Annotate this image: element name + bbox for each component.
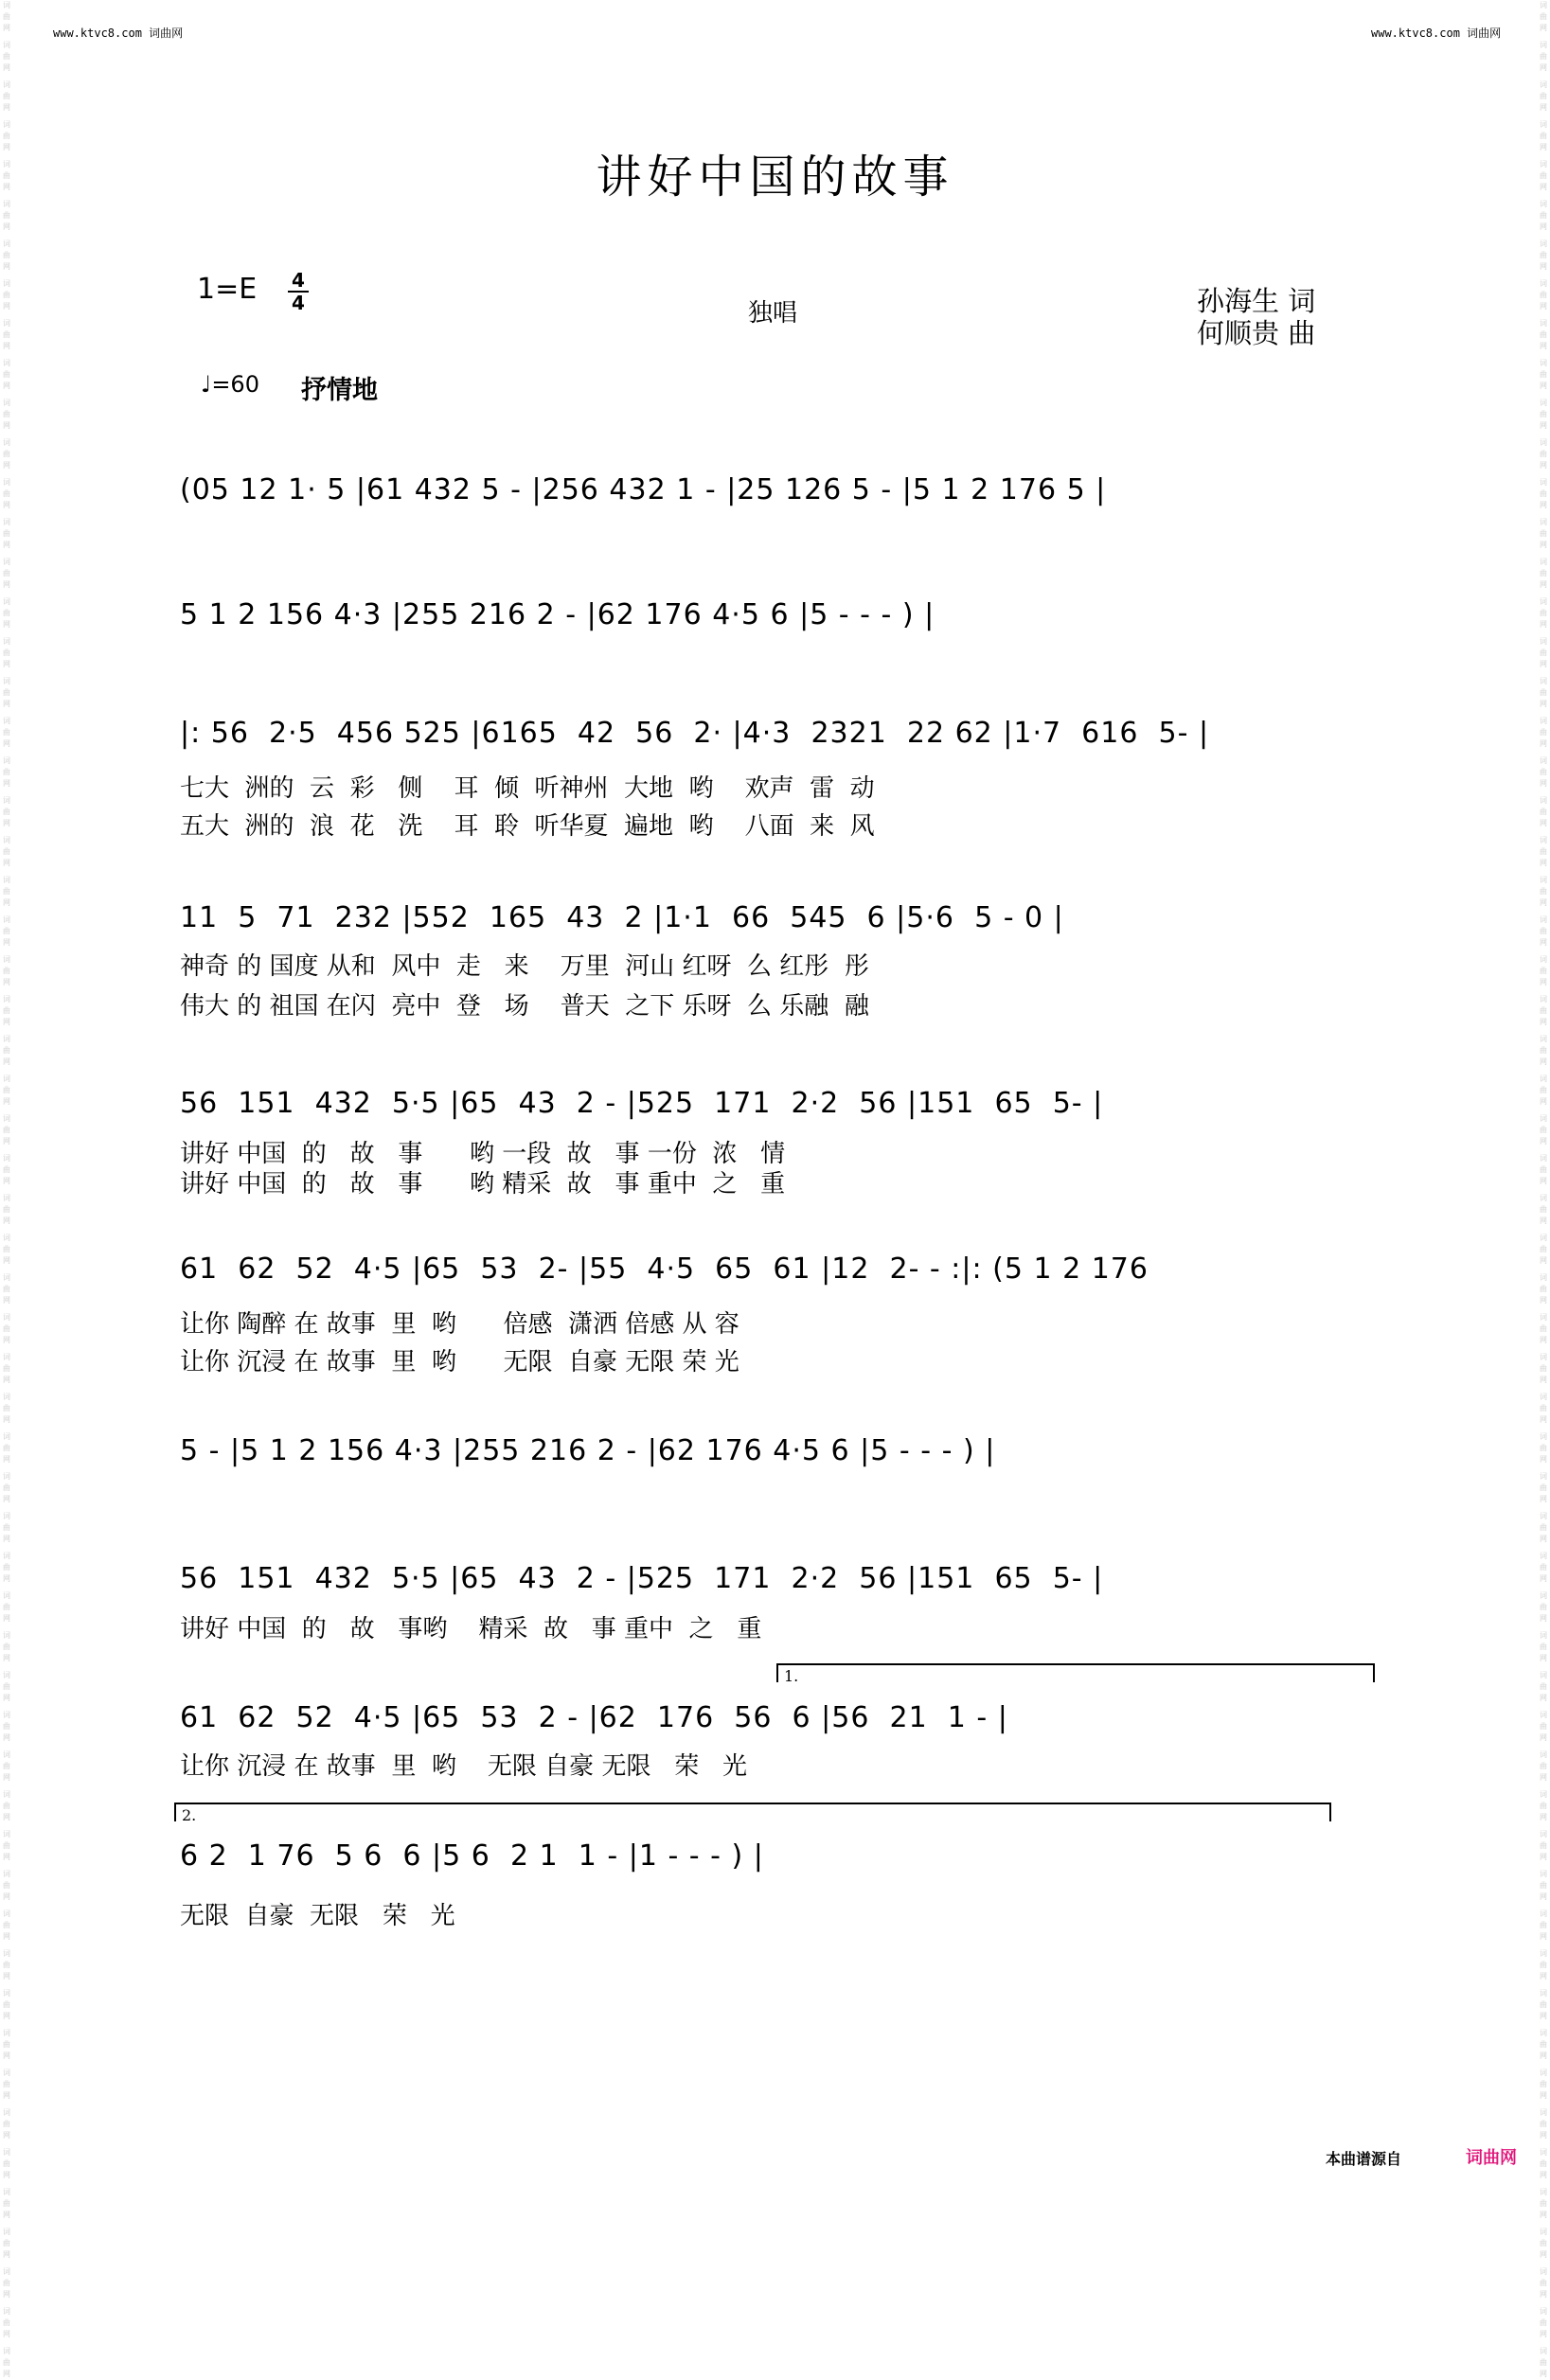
watermark-text: 词曲网 [3,2228,10,2259]
watermark-text: 词曲网 [1540,1591,1547,1623]
lyrics-verse-2: 伟大 的 祖国 在闪 亮中 登 场 普天 之下 乐呀 么 乐融 融 [180,992,869,1021]
watermark-text: 词曲网 [3,438,10,470]
header-left: www.ktvc8.com 词曲网 [53,27,184,40]
watermark-text: 词曲网 [1540,1035,1547,1066]
watermark-text: 词曲网 [3,399,10,430]
watermark-text: 词曲网 [3,1512,10,1543]
watermark-text: 词曲网 [3,1075,10,1106]
notation-line: 5 - |5 1 2 156 4·3 |255 216 2 - |62 176 4·5 6 |5 - - - ) | [180,1434,996,1467]
song-title: 讲好中国的故事 [596,151,954,204]
watermark-text: 词曲网 [1540,1472,1547,1503]
watermark-text: 词曲网 [1540,677,1547,708]
score-system-7 [180,1434,1379,1557]
header-right: www.ktvc8.com 词曲网 [1371,27,1502,40]
watermark-text: 词曲网 [1540,1194,1547,1225]
watermark-text: 词曲网 [1540,1870,1547,1901]
watermark-text: 词曲网 [1540,1909,1547,1941]
watermark-text: 词曲网 [1540,160,1547,191]
watermark-text: 词曲网 [3,1432,10,1464]
watermark-text: 词曲网 [3,319,10,350]
lyrics-verse-1: 让你 陶醉 在 故事 里 哟 倍感 潇洒 倍感 从 容 [180,1310,739,1339]
watermark-text: 词曲网 [1540,80,1547,112]
watermark-text: 词曲网 [3,1631,10,1662]
watermark-text: 词曲网 [1540,756,1547,788]
watermark-text: 词曲网 [3,637,10,668]
watermark-text: 词曲网 [1540,1949,1547,1980]
watermark-text: 词曲网 [1540,915,1547,947]
watermark-text: 词曲网 [3,1353,10,1384]
watermark-text: 词曲网 [1540,597,1547,629]
watermark-text: 词曲网 [3,1,10,32]
watermark-text: 词曲网 [3,1472,10,1503]
watermark-text: 词曲网 [1540,717,1547,748]
watermark-text: 词曲网 [1540,2267,1547,2299]
watermark-text: 词曲网 [1540,41,1547,72]
watermark-text: 词曲网 [1540,1989,1547,2020]
watermark-text: 词曲网 [3,1035,10,1066]
watermark-text: 词曲网 [3,2347,10,2378]
watermark-text: 词曲网 [3,240,10,271]
lyricist-credit: 孙海生 词 [1197,285,1316,317]
watermark-text: 词曲网 [1540,2228,1547,2259]
watermark-text: 词曲网 [3,2108,10,2140]
notation-line: 5 1 2 156 4·3 |255 216 2 - |62 176 4·5 6 |5 - - - ) | [180,598,935,631]
watermark-text: 词曲网 [1540,955,1547,986]
watermark-text: 词曲网 [1540,1711,1547,1742]
score-system-1 [180,473,1379,596]
watermark-text: 词曲网 [1540,1,1547,32]
watermark-text: 词曲网 [3,1591,10,1623]
watermark-text: 词曲网 [3,1671,10,1702]
lyrics-verse-1: 神奇 的 国度 从和 风中 走 来 万里 河山 红呀 么 红彤 彤 [180,952,869,981]
watermark-text: 词曲网 [1540,1234,1547,1265]
watermark-text: 词曲网 [1540,995,1547,1026]
watermark-text: 词曲网 [1540,1075,1547,1106]
watermark-text: 词曲网 [1540,2148,1547,2179]
watermark-text: 词曲网 [3,558,10,589]
lyrics-verse-1: 讲好 中国 的 故 事 哟 一段 故 事 一份 浓 情 [180,1140,786,1168]
watermark-text: 词曲网 [3,955,10,986]
volta-bracket-second [174,1803,1331,1824]
notation-line: 61 62 52 4·5 |65 53 2- |55 4·5 65 61 |12 2- - :|: (5 1 2 176 [180,1252,1149,1286]
volta-label-second: 2. [182,1806,197,1824]
watermark-text: 词曲网 [3,1393,10,1424]
watermark-text: 词曲网 [1540,1114,1547,1146]
composer-credit: 何顺贵 曲 [1197,317,1316,349]
watermark-text: 词曲网 [1540,120,1547,151]
watermark-text: 词曲网 [3,836,10,867]
watermark-text: 词曲网 [3,756,10,788]
watermark-text: 词曲网 [3,41,10,72]
watermark-text: 词曲网 [1540,1750,1547,1782]
watermark-text: 词曲网 [3,597,10,629]
score-system-2 [180,598,1379,721]
watermark-text: 词曲网 [3,1273,10,1305]
lyrics-verse-1: 七大 洲的 云 彩 侧 耳 倾 听神州 大地 哟 欢声 雷 动 [180,774,875,803]
watermark-text: 词曲网 [3,915,10,947]
watermark-text: 词曲网 [1540,876,1547,907]
watermark-text: 词曲网 [3,1870,10,1901]
watermark-text: 词曲网 [3,1313,10,1344]
watermark-text: 词曲网 [1540,2307,1547,2338]
watermark-text: 词曲网 [3,2029,10,2060]
watermark-strip-left [0,0,13,2378]
watermark-text: 词曲网 [1540,1512,1547,1543]
notation-line: (05 12 1· 5 |61 432 5 - |256 432 1 - |25 126 5 - |5 1 2 176 5 | [180,473,1107,506]
watermark-text: 词曲网 [3,1989,10,2020]
watermark-text: 词曲网 [3,1552,10,1583]
watermark-text: 词曲网 [1540,796,1547,827]
watermark-text: 词曲网 [3,1234,10,1265]
notation-line: |: 56 2·5 456 525 |6165 42 56 2· |4·3 2321 22 62 |1·7 616 5- | [180,717,1210,750]
score-system-3 [180,717,1379,840]
watermark-text: 词曲网 [1540,1432,1547,1464]
watermark-text: 词曲网 [3,796,10,827]
footer-brand-link[interactable]: 词曲网 [1466,2148,1517,2168]
watermark-text: 词曲网 [3,2148,10,2179]
watermark-text: 词曲网 [3,478,10,509]
watermark-text: 词曲网 [3,2069,10,2100]
watermark-text: 词曲网 [3,200,10,231]
volta-bracket-first [776,1663,1375,1685]
score-system-5 [180,1087,1379,1210]
watermark-text: 词曲网 [1540,279,1547,311]
watermark-text: 词曲网 [1540,478,1547,509]
watermark-text: 词曲网 [3,279,10,311]
watermark-text: 词曲网 [3,1711,10,1742]
watermark-text: 词曲网 [3,518,10,549]
watermark-text: 词曲网 [3,1909,10,1941]
watermark-text: 词曲网 [3,677,10,708]
score-system-6 [180,1252,1379,1376]
watermark-text: 词曲网 [3,1750,10,1782]
notation-line: 56 151 432 5·5 |65 43 2 - |525 171 2·2 56 |151 65 5- | [180,1562,1104,1595]
watermark-text: 词曲网 [3,2188,10,2219]
watermark-text: 词曲网 [1540,438,1547,470]
notation-line: 11 5 71 232 |552 165 43 2 |1·1 66 545 6 |5·6 5 - 0 | [180,901,1064,934]
watermark-text: 词曲网 [3,995,10,1026]
notation-line: 61 62 52 4·5 |65 53 2 - |62 176 56 6 |56 21 1 - | [180,1701,1008,1734]
watermark-text: 词曲网 [3,80,10,112]
watermark-text: 词曲网 [1540,637,1547,668]
watermark-text: 词曲网 [1540,2108,1547,2140]
time-signature-bottom: 4 [292,292,305,314]
watermark-text: 词曲网 [1540,399,1547,430]
watermark-text: 词曲网 [1540,1393,1547,1424]
watermark-text: 词曲网 [3,1154,10,1185]
expression-marking: 抒情地 [301,376,378,405]
watermark-text: 词曲网 [3,1114,10,1146]
watermark-text: 词曲网 [1540,200,1547,231]
watermark-text: 词曲网 [3,1790,10,1821]
watermark-text: 词曲网 [1540,2347,1547,2378]
watermark-text: 词曲网 [1540,1671,1547,1702]
watermark-text: 词曲网 [1540,1313,1547,1344]
watermark-text: 词曲网 [1540,1830,1547,1861]
performance-type: 独唱 [748,299,798,328]
watermark-text: 词曲网 [1540,1631,1547,1662]
watermark-text: 词曲网 [3,717,10,748]
watermark-text: 词曲网 [1540,359,1547,390]
watermark-text: 词曲网 [1540,1552,1547,1583]
lyrics-verse-1: 无限 自豪 无限 荣 光 [180,1902,455,1930]
watermark-text: 词曲网 [1540,2029,1547,2060]
watermark-text: 词曲网 [1540,558,1547,589]
time-signature-top: 4 [292,269,305,292]
lyrics-verse-2: 讲好 中国 的 故 事 哟 精采 故 事 重中 之 重 [180,1170,786,1199]
watermark-strip-right [1537,0,1550,2378]
notation-line: 56 151 432 5·5 |65 43 2 - |525 171 2·2 56 |151 65 5- | [180,1087,1104,1120]
watermark-text: 词曲网 [1540,1154,1547,1185]
watermark-text: 词曲网 [1540,2069,1547,2100]
lyrics-verse-1: 让你 沉浸 在 故事 里 哟 无限 自豪 无限 荣 光 [180,1752,748,1781]
watermark-text: 词曲网 [1540,1790,1547,1821]
watermark-text: 词曲网 [1540,2188,1547,2219]
watermark-text: 词曲网 [3,1949,10,1980]
watermark-text: 词曲网 [3,120,10,151]
notation-line: 6 2 1 76 5 6 6 |5 6 2 1 1 - |1 - - - ) | [180,1839,764,1873]
watermark-text: 词曲网 [3,876,10,907]
watermark-text: 词曲网 [1540,240,1547,271]
watermark-text: 词曲网 [1540,836,1547,867]
score-system-4 [180,901,1379,1024]
watermark-text: 词曲网 [3,359,10,390]
time-signature [288,271,309,312]
watermark-text: 词曲网 [1540,518,1547,549]
lyrics-verse-1: 讲好 中国 的 故 事哟 精采 故 事 重中 之 重 [180,1615,762,1643]
watermark-text: 词曲网 [3,1830,10,1861]
tempo-marking: ♩=60 [201,371,259,398]
watermark-text: 词曲网 [3,2267,10,2299]
watermark-text: 词曲网 [1540,1273,1547,1305]
lyrics-verse-2: 让你 沉浸 在 故事 里 哟 无限 自豪 无限 荣 光 [180,1348,739,1376]
watermark-text: 词曲网 [1540,319,1547,350]
score-system-10 [180,1839,1379,1963]
watermark-text: 词曲网 [3,1194,10,1225]
watermark-text: 词曲网 [3,160,10,191]
watermark-text: 词曲网 [3,2307,10,2338]
watermark-text: 词曲网 [1540,1353,1547,1384]
volta-label-first: 1. [784,1667,799,1685]
lyrics-verse-2: 五大 洲的 浪 花 洗 耳 聆 听华夏 遍地 哟 八面 来 风 [180,812,875,841]
footer-source: 本曲谱源自 [1326,2150,1402,2168]
key-signature: 1=E [197,273,258,306]
